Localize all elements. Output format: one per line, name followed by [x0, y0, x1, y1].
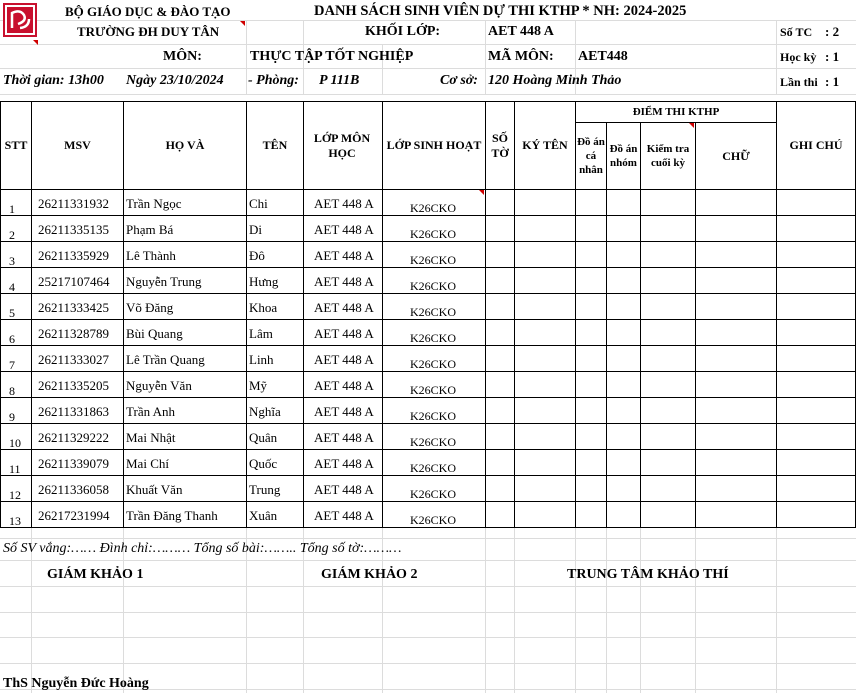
row-lop-sinh-hoat: K26CKO: [410, 357, 457, 371]
col-header-ky-ten: KÝ TÊN: [522, 138, 568, 152]
row-lop-sinh-hoat: K26CKO: [410, 227, 457, 241]
row-lop-sinh-hoat: K26CKO: [410, 461, 457, 475]
ministry-name: BỘ GIÁO DỤC & ĐÀO TẠO: [65, 4, 231, 19]
row-stt: 11: [9, 462, 21, 476]
row-lop-sinh-hoat: K26CKO: [410, 383, 457, 397]
row-ho-va: Mai Nhật: [126, 430, 176, 445]
trung-tam-khao-thi: TRUNG TÂM KHẢO THÍ: [567, 567, 729, 582]
row-ten: Di: [249, 222, 262, 237]
lan-thi-value: : 1: [825, 74, 840, 89]
row-lop-mon-hoc: AET 448 A: [314, 352, 374, 367]
row-msv: 26211333027: [38, 352, 110, 367]
comment-marker-icon: [33, 40, 38, 45]
row-stt: 3: [9, 254, 15, 268]
row-ten: Mỹ: [249, 378, 268, 393]
row-ho-va: Khuất Văn: [126, 482, 183, 497]
row-stt: 12: [9, 488, 21, 502]
row-ten: Chi: [249, 196, 268, 211]
row-ten: Quân: [249, 430, 278, 445]
row-lop-sinh-hoat: K26CKO: [410, 331, 457, 345]
row-stt: 6: [9, 332, 15, 346]
col-header-msv: MSV: [64, 138, 91, 152]
col-header-diem-thi: ĐIỂM THI KTHP: [632, 105, 720, 118]
row-ten: Hưng: [249, 274, 279, 289]
row-stt: 4: [9, 280, 15, 294]
university-name: TRƯỜNG ĐH DUY TÂN: [77, 24, 220, 39]
co-so-label: Cơ sở:: [440, 73, 478, 88]
row-ho-va: Trần Ngọc: [126, 196, 182, 211]
col-header-do-an-nhom: Đồ án nhóm: [609, 143, 638, 169]
row-msv: 25217107464: [38, 274, 110, 289]
row-ten: Khoa: [249, 300, 278, 315]
row-stt: 7: [9, 358, 15, 372]
row-msv: 26211333425: [38, 300, 110, 315]
university-logo-icon: [3, 3, 37, 37]
row-ho-va: Mai Chí: [126, 456, 169, 471]
khoi-lop-value: AET 448 A: [488, 24, 554, 39]
row-lop-sinh-hoat: K26CKO: [410, 513, 457, 527]
row-msv: 26211335929: [38, 248, 110, 263]
col-header-lop-sinh-hoat: LỚP SINH HOẠT: [386, 138, 482, 152]
row-msv: 26211339079: [38, 456, 110, 471]
row-lop-sinh-hoat: K26CKO: [410, 435, 457, 449]
ma-mon-label: MÃ MÔN:: [488, 49, 554, 64]
so-tc-value: : 2: [825, 24, 840, 39]
row-msv: 26211328789: [38, 326, 110, 341]
col-header-ten: TÊN: [262, 138, 288, 152]
row-lop-sinh-hoat: K26CKO: [410, 279, 457, 293]
signer-name: ThS Nguyễn Đức Hoàng: [3, 676, 149, 691]
giam-khao-2: GIÁM KHẢO 2: [321, 567, 418, 582]
row-ten: Đô: [249, 248, 265, 263]
row-stt: 8: [9, 384, 15, 398]
row-lop-mon-hoc: AET 448 A: [314, 430, 374, 445]
col-header-chu: CHỮ: [722, 148, 750, 163]
row-ho-va: Lê Trần Quang: [126, 352, 205, 367]
row-lop-mon-hoc: AET 448 A: [314, 196, 374, 211]
row-msv: 26211329222: [38, 430, 110, 445]
col-header-so-to: SỐ TỜ: [491, 130, 509, 160]
university-logo: [3, 3, 37, 37]
row-ten: Quốc: [249, 456, 278, 471]
row-stt: 2: [9, 228, 15, 242]
ngay-thi: Ngày 23/10/2024: [126, 73, 224, 88]
row-msv: 26211335205: [38, 378, 110, 393]
row-stt: 1: [9, 202, 15, 216]
row-ho-va: Trần Anh: [126, 404, 176, 419]
row-msv: 26211331932: [38, 196, 110, 211]
summary-line: Số SV vắng:…… Đình chỉ:……… Tổng số bài:…….. Tổng số tờ:………: [3, 541, 402, 556]
row-ten: Lâm: [249, 326, 273, 341]
row-lop-sinh-hoat: K26CKO: [410, 487, 457, 501]
ma-mon-value: AET448: [578, 49, 628, 64]
mon-value: THỰC TẬP TỐT NGHIỆP: [250, 49, 414, 64]
row-lop-sinh-hoat: K26CKO: [410, 253, 457, 267]
row-ho-va: Nguyễn Văn: [126, 378, 192, 393]
row-lop-mon-hoc: AET 448 A: [314, 482, 374, 497]
phong-value: P 111B: [319, 73, 360, 88]
row-lop-mon-hoc: AET 448 A: [314, 378, 374, 393]
row-lop-mon-hoc: AET 448 A: [314, 300, 374, 315]
col-header-ho-va: HỌ VÀ: [165, 138, 205, 152]
row-lop-mon-hoc: AET 448 A: [314, 326, 374, 341]
hoc-ky-value: : 1: [825, 49, 840, 64]
col-header-stt: STT: [4, 138, 28, 152]
row-ho-va: Phạm Bá: [126, 222, 174, 237]
row-stt: 10: [9, 436, 21, 450]
row-ho-va: Võ Đăng: [126, 300, 174, 315]
col-header-lop-mon-hoc: LỚP MÔN HỌC: [313, 130, 371, 160]
row-ho-va: Bùi Quang: [126, 326, 183, 341]
khoi-lop-label: KHỐI LỚP:: [365, 24, 441, 39]
row-stt: 9: [9, 410, 15, 424]
giam-khao-1: GIÁM KHẢO 1: [47, 567, 144, 582]
thoi-gian: Thời gian: 13h00: [3, 73, 104, 88]
row-ten: Trung: [249, 482, 281, 497]
col-header-kiem-tra-cuoi-ky: Kiểm tra cuối kỳ: [646, 143, 690, 169]
comment-marker-icon: [479, 190, 484, 195]
hoc-ky-label: Học kỳ: [780, 50, 817, 64]
row-lop-mon-hoc: AET 448 A: [314, 274, 374, 289]
mon-label: MÔN:: [163, 49, 202, 64]
row-msv: 26211336058: [38, 482, 110, 497]
row-ten: Nghĩa: [249, 404, 281, 419]
row-ten: Xuân: [249, 508, 278, 523]
row-lop-mon-hoc: AET 448 A: [314, 508, 374, 523]
row-msv: 26211331863: [38, 404, 110, 419]
document-title: DANH SÁCH SINH VIÊN DỰ THI KTHP * NH: 2024-2025: [314, 3, 687, 19]
co-so-value: 120 Hoàng Minh Thảo: [488, 73, 622, 88]
col-header-do-an-ca-nhan: Đồ án cá nhân: [577, 136, 605, 176]
row-lop-mon-hoc: AET 448 A: [314, 456, 374, 471]
row-lop-sinh-hoat: K26CKO: [410, 305, 457, 319]
row-lop-mon-hoc: AET 448 A: [314, 222, 374, 237]
lan-thi-label: Lần thi: [780, 75, 818, 89]
row-lop-mon-hoc: AET 448 A: [314, 404, 374, 419]
row-ho-va: Trần Đăng Thanh: [126, 508, 218, 523]
comment-marker-icon: [240, 21, 245, 26]
phong-label: - Phòng:: [248, 73, 299, 88]
row-lop-mon-hoc: AET 448 A: [314, 248, 374, 263]
so-tc-label: Số TC: [780, 25, 813, 39]
row-ten: Linh: [249, 352, 274, 367]
row-ho-va: Nguyễn Trung: [126, 274, 202, 289]
row-stt: 5: [9, 306, 15, 320]
row-ho-va: Lê Thành: [126, 248, 176, 263]
row-msv: 26217231994: [38, 508, 110, 523]
row-msv: 26211335135: [38, 222, 110, 237]
row-lop-sinh-hoat: K26CKO: [410, 201, 457, 215]
col-header-ghi-chu: GHI CHÚ: [789, 138, 843, 152]
row-lop-sinh-hoat: K26CKO: [410, 409, 457, 423]
row-stt: 13: [9, 514, 21, 528]
